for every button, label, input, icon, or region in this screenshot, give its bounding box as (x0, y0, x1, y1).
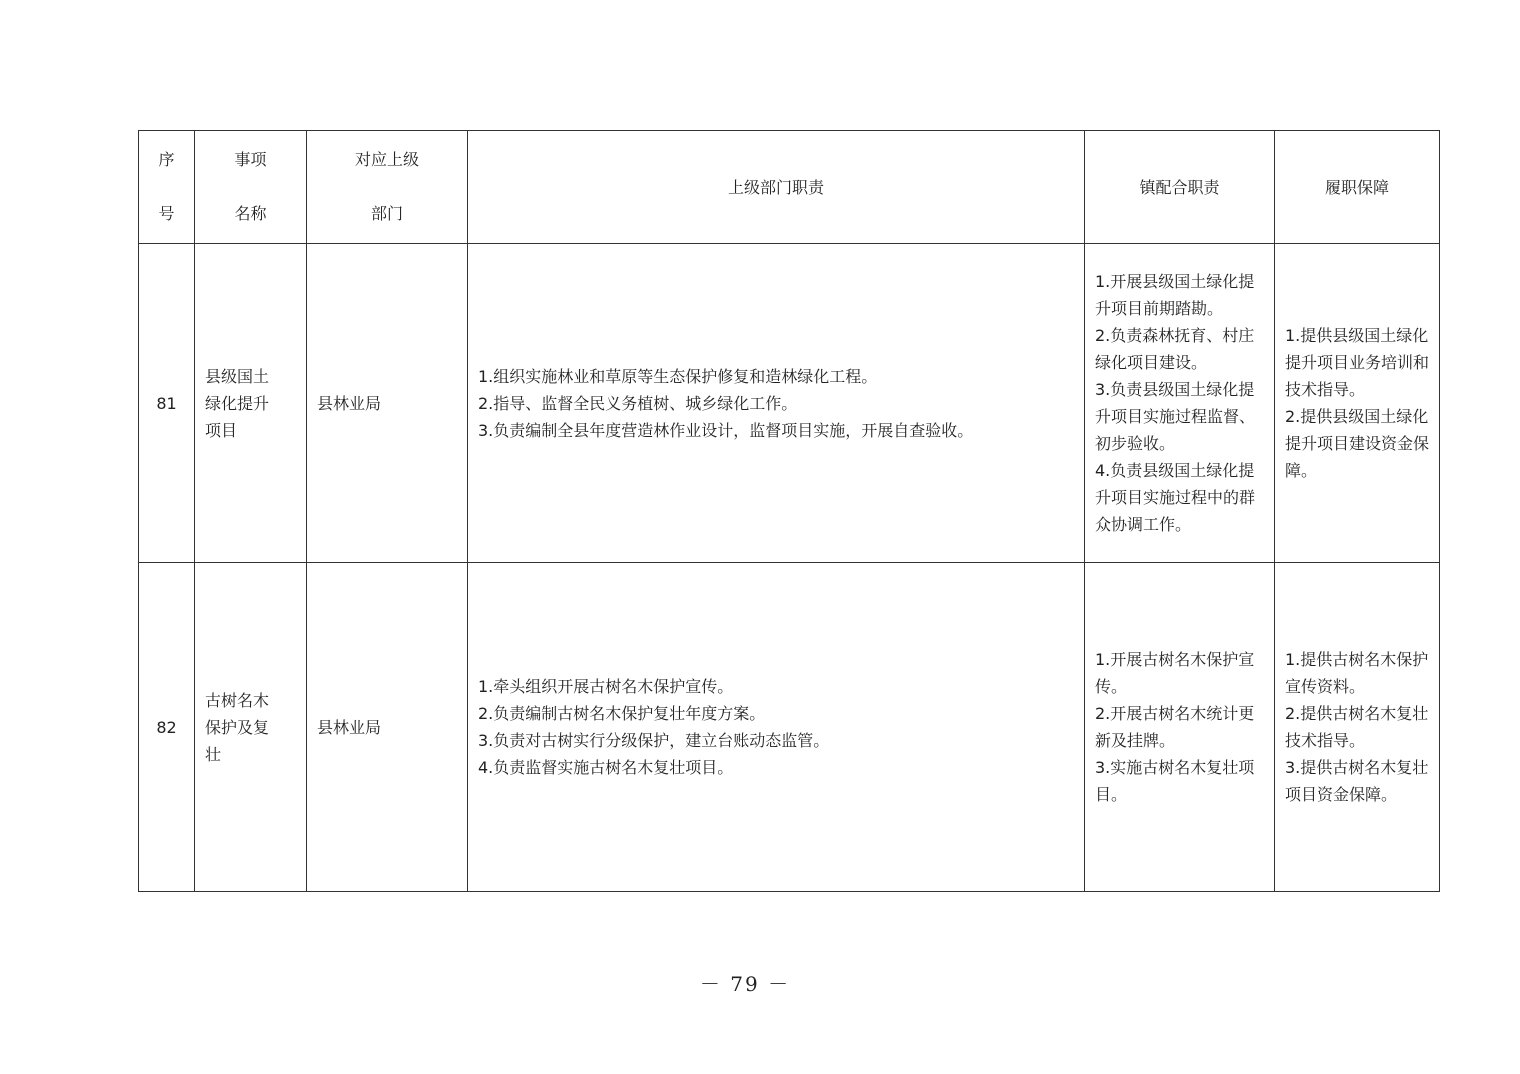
row-seq: 82 (139, 563, 195, 892)
guarantee-item: 1.提供古树名木保护宣传资料。 (1285, 650, 1429, 696)
row-dept: 县林业局 (307, 244, 468, 563)
header-parent-dept-line2: 部门 (370, 204, 403, 223)
town-duty-item: 1.开展县级国土绿化提升项目前期踏勘。 (1095, 272, 1255, 318)
row-item-name-line: 古树名木 (205, 690, 270, 710)
town-duty-item: 2.开展古树名木统计更新及挂牌。 (1095, 704, 1255, 750)
parent-duty-item: 3.负责编制全县年度营造林作业设计，监督项目实施，开展自查验收。 (478, 420, 974, 440)
page-number: － 79 － (699, 972, 791, 996)
guarantee-item: 2.提供县级国土绿化提升项目建设资金保障。 (1285, 407, 1430, 480)
row-parent-duties (468, 244, 1085, 563)
parent-duty-item: 2.指导、监督全民义务植树、城乡绿化工作。 (478, 393, 798, 413)
town-duty-item: 3.实施古树名木复壮项目。 (1095, 758, 1255, 804)
header-town-duty: 镇配合职责 (1085, 131, 1275, 244)
header-item-name-line1: 事项 (234, 150, 267, 169)
duty-table (138, 130, 1440, 892)
parent-duty-item: 1.组织实施林业和草原等生态保护修复和造林绿化工程。 (478, 366, 878, 386)
row-item-name-line: 保护及复 (205, 717, 270, 737)
parent-duty-item: 1.牵头组织开展古树名木保护宣传。 (478, 677, 734, 696)
guarantee-item: 1.提供县级国土绿化提升项目业务培训和技术指导。 (1285, 326, 1430, 399)
row-guarantees (1275, 244, 1440, 563)
row-item-name (195, 244, 307, 563)
row-dept: 县林业局 (307, 563, 468, 892)
header-parent-dept-line1: 对应上级 (354, 150, 419, 169)
header-item-name (195, 131, 307, 244)
row-item-name-line: 项目 (205, 420, 238, 440)
row-seq: 81 (139, 244, 195, 563)
table-header-row (139, 131, 1440, 244)
guarantee-item: 3.提供古树名木复壮项目资金保障。 (1285, 758, 1429, 804)
row-item-name-line: 县级国土 (205, 366, 270, 386)
header-item-name-line2: 名称 (234, 204, 267, 223)
town-duty-item: 3.负责县级国土绿化提升项目实施过程监督、初步验收。 (1095, 380, 1256, 453)
row-item-name (195, 563, 307, 892)
row-item-name-line: 绿化提升 (205, 393, 270, 413)
table-row (139, 563, 1440, 892)
parent-duty-item: 4.负责监督实施古树名木复壮项目。 (478, 758, 734, 777)
header-parent-duty: 上级部门职责 (468, 131, 1085, 244)
row-guarantees (1275, 563, 1440, 892)
header-seq-line1: 序 (158, 150, 175, 169)
header-guarantee: 履职保障 (1275, 131, 1440, 244)
header-parent-dept (307, 131, 468, 244)
table-row (139, 244, 1440, 563)
row-town-duties (1085, 244, 1275, 563)
town-duty-item: 1.开展古树名木保护宣传。 (1095, 650, 1255, 696)
header-seq-line2: 号 (158, 204, 175, 223)
row-parent-duties (468, 563, 1085, 892)
row-town-duties (1085, 563, 1275, 892)
row-item-name-line: 壮 (205, 744, 222, 764)
town-duty-item: 2.负责森林抚育、村庄绿化项目建设。 (1095, 326, 1255, 372)
header-seq (139, 131, 195, 244)
town-duty-item: 4.负责县级国土绿化提升项目实施过程中的群众协调工作。 (1095, 461, 1256, 534)
guarantee-item: 2.提供古树名木复壮技术指导。 (1285, 704, 1429, 750)
parent-duty-item: 3.负责对古树实行分级保护，建立台账动态监管。 (478, 731, 830, 750)
parent-duty-item: 2.负责编制古树名木保护复壮年度方案。 (478, 704, 766, 723)
